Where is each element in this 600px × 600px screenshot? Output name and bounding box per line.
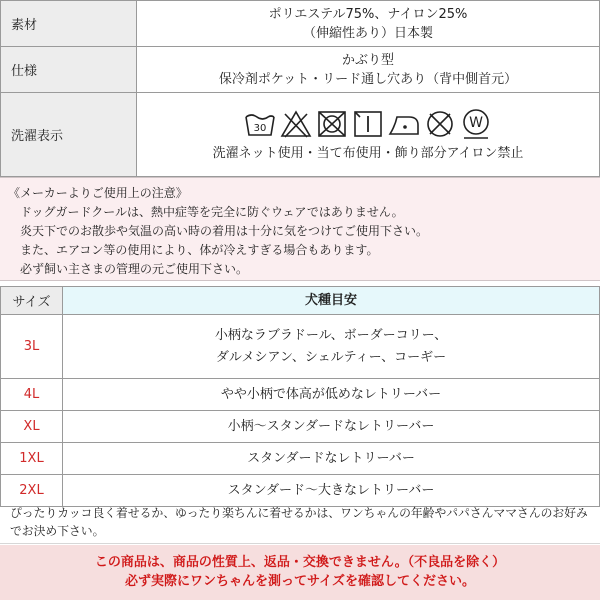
size-label: 2XL <box>1 475 63 507</box>
size-row-3l <box>1 315 600 379</box>
spec-key-material: 素材 <box>1 1 137 47</box>
notice-line: 必ず飼い主さまの管理の元ご使用下さい。 <box>20 262 249 276</box>
no-dry-clean-icon <box>423 108 457 140</box>
no-tumble-dry-icon <box>315 108 349 140</box>
spec-row-wash <box>1 93 600 177</box>
return-warning <box>0 545 600 600</box>
notice-line: ドッグガードクールは、熱中症等を完全に防ぐウェアではありません。 <box>20 205 404 219</box>
material-line-2: （伸縮性あり）日本製 <box>302 25 433 41</box>
style-line-2: 保冷剤ポケット・リード通し穴あり（背中側首元） <box>218 71 518 87</box>
wet-clean-letter: W <box>469 115 483 131</box>
breed-cell: スタンダードなレトリーバー <box>63 443 600 475</box>
warning-line-1: この商品は、商品の性質上、返品・交換できません。（不良品を除く） <box>94 555 506 570</box>
wet-clean-icon <box>459 108 493 140</box>
no-bleach-icon <box>279 108 313 140</box>
spec-row-material <box>1 1 600 47</box>
breed-cell <box>63 315 600 379</box>
size-row-4l <box>1 379 600 411</box>
wash-icon-row <box>137 108 599 140</box>
spec-key-wash: 洗濯表示 <box>1 93 137 177</box>
size-label: 1XL <box>1 443 63 475</box>
spec-value-material <box>137 1 600 47</box>
spec-table <box>0 0 600 177</box>
spec-value-style <box>137 47 600 93</box>
wash-30-icon <box>243 108 277 140</box>
breed-cell: スタンダード～大きなレトリーバー <box>63 475 600 507</box>
size-row-xl <box>1 411 600 443</box>
breed-cell: やや小柄で体高が低めなレトリーバー <box>63 379 600 411</box>
breed-column-header: 犬種目安 <box>63 287 600 315</box>
material-line-1: ポリエステル75%、ナイロン25% <box>268 6 468 22</box>
size-row-1xl <box>1 443 600 475</box>
breed-line-1: 小柄なラブラドール、ボーダーコリー、 <box>214 327 448 343</box>
spec-value-wash <box>137 93 600 177</box>
size-column-header: サイズ <box>1 287 63 315</box>
wash-temp-label: 30 <box>253 123 267 134</box>
notice-line: 炎天下でのお散歩や気温の高い時の着用は十分に気をつけてご使用下さい。 <box>20 224 429 238</box>
fit-note <box>0 498 600 544</box>
usage-notice <box>0 177 600 281</box>
size-table-header <box>1 287 600 315</box>
size-label: 3L <box>1 315 63 379</box>
warning-line-2: 必ず実際にワンちゃんを測ってサイズを確認してください。 <box>125 574 475 589</box>
fit-note-line-2: でお決め下さい。 <box>10 524 105 538</box>
size-label: 4L <box>1 379 63 411</box>
size-guide-table <box>0 286 600 507</box>
line-dry-icon <box>351 108 385 140</box>
size-label: XL <box>1 411 63 443</box>
spec-key-style: 仕様 <box>1 47 137 93</box>
fit-note-line-1: ぴったりカッコ良く着せるか、ゆったり楽ちんに着せるかは、ワンちゃんの年齢やパパさんママさんのお好み <box>10 506 588 520</box>
breed-cell: 小柄～スタンダードなレトリーバー <box>63 411 600 443</box>
breed-line-2: ダルメシアン、シェルティー、コーギー <box>215 349 447 365</box>
low-iron-icon <box>387 108 421 140</box>
style-line-1: かぶり型 <box>341 52 394 68</box>
wash-note: 洗濯ネット使用・当て布使用・飾り部分アイロン禁止 <box>212 146 524 161</box>
spec-row-style <box>1 47 600 93</box>
notice-heading: 《メーカーよりご使用上の注意》 <box>8 186 188 200</box>
notice-line: また、エアコン等の使用により、体が冷えすぎる場合もあります。 <box>20 243 379 257</box>
